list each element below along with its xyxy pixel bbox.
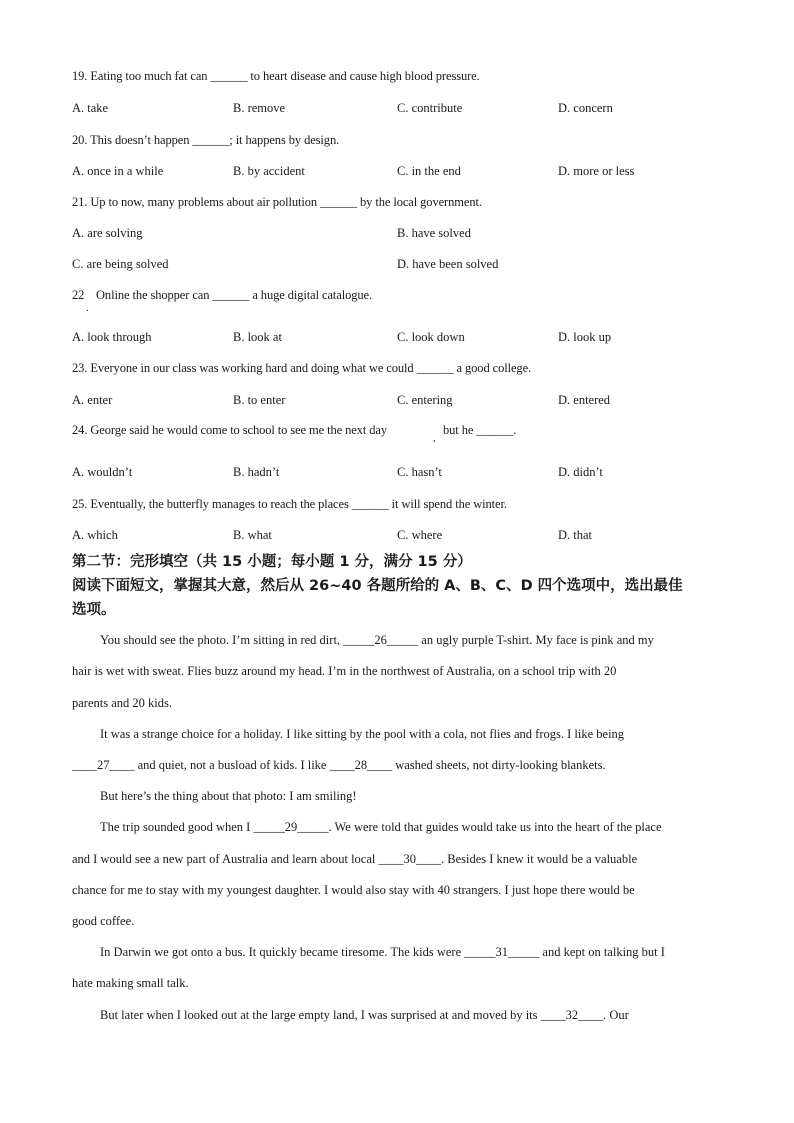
q25-option-c: C. where	[397, 528, 443, 542]
q19-option-b: B. remove	[233, 101, 286, 115]
passage-p4-line2: and I would see a new part of Australia and learn about local ____30____. Besides I knew it would be a valuable	[72, 852, 638, 866]
q20-option-c: C. in the end	[397, 164, 461, 178]
blank-31: _____31_____	[464, 945, 540, 959]
question-23: 23. Everyone in our class was working hard and doing what we could ______ a good college.	[72, 361, 532, 375]
blank-32: ____32____	[540, 1008, 604, 1022]
question-21: 21. Up to now, many problems about air pollution ______ by the local government.	[72, 195, 482, 209]
q24-option-c: C. hasn’t	[397, 465, 442, 479]
passage-p6-line1: But later when I looked out at the large empty land, I was surprised at and moved by its ____32____. Our	[100, 1008, 629, 1022]
q24-option-d: D. didn’t	[558, 465, 603, 479]
q22-option-c: C. look down	[397, 330, 465, 344]
passage-p5-line1: In Darwin we got onto a bus. It quickly became tiresome. The kids were _____31_____ and kept on talking but I	[100, 945, 665, 959]
q21-option-b: B. have solved	[397, 226, 471, 240]
q22-option-b: B. look at	[233, 330, 282, 344]
q24-option-b: B. hadn’t	[233, 465, 280, 479]
q25-option-a: A. which	[72, 528, 118, 542]
q22-option-a: A. look through	[72, 330, 152, 344]
blank-30: ____30____	[378, 852, 441, 866]
section-title: 第二节：完形填空（共 15 小题；每小题 1 分，满分 15 分）	[72, 554, 472, 570]
passage-p4-line4: good coffee.	[72, 914, 135, 928]
question-25: 25. Eventually, the butterfly manages to reach the places ______ it will spend the winter.	[72, 497, 507, 511]
q24-option-a: A. wouldn’t	[72, 465, 133, 479]
q23-option-a: A. enter	[72, 393, 113, 407]
q23-option-c: C. entering	[397, 393, 453, 407]
passage-p4-line1: The trip sounded good when I _____29_____. We were told that guides would take us into the heart of the place	[100, 820, 662, 834]
q19-option-a: A. take	[72, 101, 109, 115]
passage-p1-line1: You should see the photo. I’m sitting in red dirt, _____26_____ an ugly purple T-shirt. My face is pink and my	[100, 633, 654, 647]
question-22: Online the shopper can ______ a huge digital catalogue.	[96, 288, 373, 302]
passage-p5-line2: hate making small talk.	[72, 976, 189, 990]
question-19: 19. Eating too much fat can ______ to heart disease and cause high blood pressure.	[72, 69, 480, 83]
section-instruction-2: 选项。	[72, 602, 116, 618]
section-instruction-1: 阅读下面短文，掌握其大意，然后从 26~40 各题所给的 A、B、C、D 四个选项中，选出最佳	[72, 578, 683, 594]
blank-27: ____27____	[72, 758, 135, 772]
blank-29: _____29_____	[253, 820, 329, 834]
q21-option-a: A. are solving	[72, 226, 143, 240]
question-20: 20. This doesn’t happen ______; it happens by design.	[72, 133, 340, 147]
blank-28: ____28____	[329, 758, 393, 772]
q20-option-b: B. by accident	[233, 164, 305, 178]
passage-p1-line2: hair is wet with sweat. Flies buzz around my head. I’m in the northwest of Australia, on a school trip with 20	[72, 664, 617, 678]
q25-option-b: B. what	[233, 528, 272, 542]
q20-option-a: A. once in a while	[72, 164, 164, 178]
passage-p4-line3: chance for me to stay with my youngest daughter. I would also stay with 40 strangers. I just hope there would be	[72, 883, 635, 897]
q25-option-d: D. that	[558, 528, 593, 542]
q19-option-c: C. contribute	[397, 101, 463, 115]
passage-p2-line2: ____27____ and quiet, not a busload of kids. I like ____28____ washed sheets, not dirty-looking blankets.	[72, 758, 606, 772]
q21-option-c: C. are being solved	[72, 257, 169, 271]
question-24-end: but he ______.	[443, 423, 517, 437]
q19-option-d: D. concern	[558, 101, 613, 115]
question-22-mark: .	[86, 303, 89, 314]
passage-p3-line1: But here’s the thing about that photo: I am smiling!	[100, 789, 357, 803]
blank-26: _____26_____	[343, 633, 419, 647]
q23-option-d: D. entered	[558, 393, 611, 407]
q21-option-d: D. have been solved	[397, 257, 499, 271]
question-24-mark: ,	[433, 433, 436, 444]
question-22-number: 22	[72, 288, 85, 302]
question-24: 24. George said he would come to school to see me the next day	[72, 423, 388, 437]
passage-p1-line3: parents and 20 kids.	[72, 696, 172, 710]
passage-p2-line1: It was a strange choice for a holiday. I like sitting by the pool with a cola, not flies and frogs. I like being	[100, 727, 625, 741]
q22-option-d: D. look up	[558, 330, 612, 344]
q23-option-b: B. to enter	[233, 393, 286, 407]
q20-option-d: D. more or less	[558, 164, 635, 178]
